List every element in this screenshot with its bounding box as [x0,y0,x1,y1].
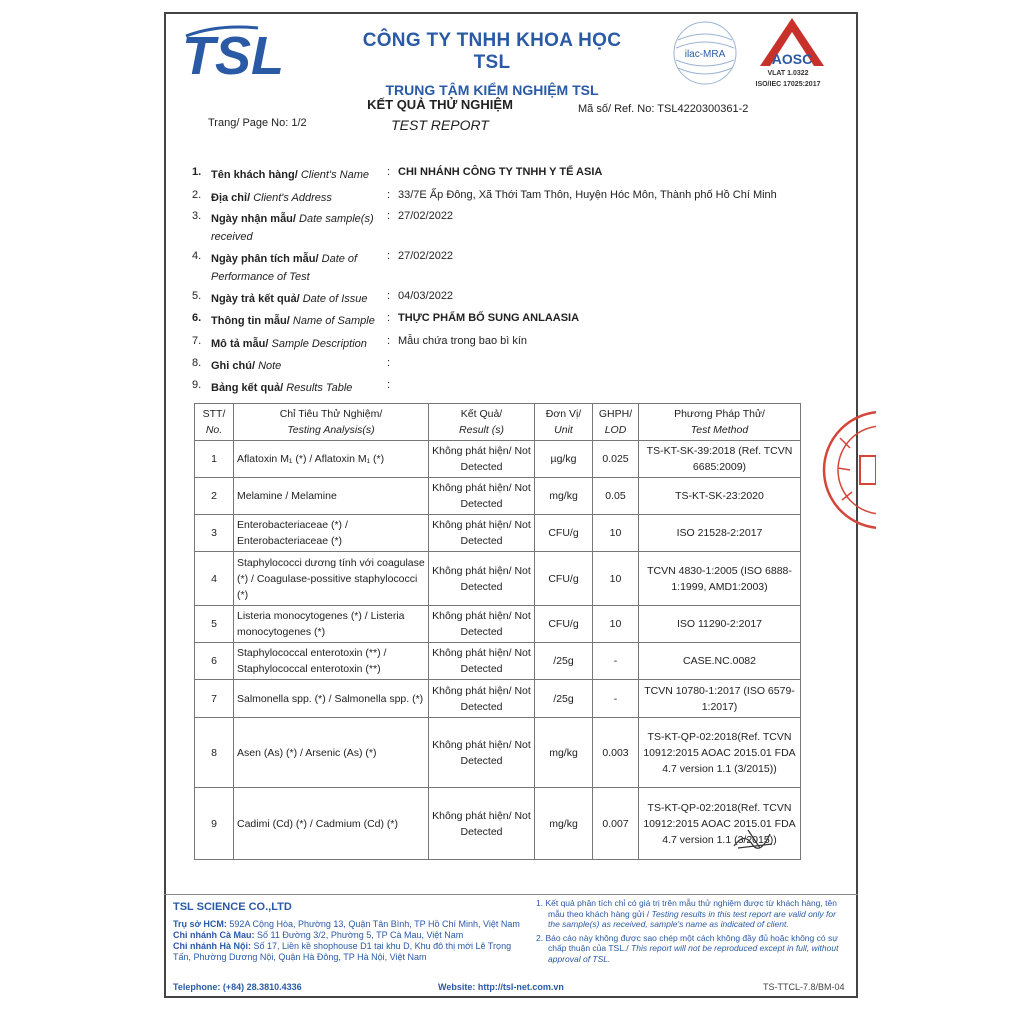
table-row [195,788,801,860]
logo-text: TSL [182,26,284,82]
footer-phone: Telephone: (+84) 28.3810.4336 [173,982,302,992]
footer-note-2: 2. Báo cáo này không được sao chép một cách không đầy đủ hoặc không có sự chấp thuận của TSL./ This report will not be reproduced except in full, without approval of TSL. [536,932,839,964]
cell-analysis: Cadimi (Cd) (*) / Cadmium (Cd) (*) [234,788,429,860]
table-row [195,552,801,606]
cell-no: 8 [195,718,234,788]
report-title [340,97,540,133]
info-label-en: Note [258,360,282,372]
cell-no: 4 [195,552,234,606]
info-value: 27/02/2022 [398,250,454,262]
footer-note-1: 1. Kết quả phân tích chỉ có giá trị trên mẫu thử nghiệm được từ khách hàng, tên mẫu theo khách hàng gửi / Testing results in this test report are valid only for the sample(s) as received, sample's name as indicated of client. [536,898,837,929]
ilac-label: ilac-MRA [684,49,726,60]
info-label-vi: Thông tin mẫu/ [211,315,290,327]
cell-lod: 0.05 [593,478,639,515]
aosc-caption [742,68,834,90]
cell-no: 9 [195,788,234,860]
ilac-mra-logo [672,20,738,86]
info-num: 8. [192,357,202,369]
ref-value: TSL4220300361-2 [657,103,749,115]
cell-result: Không phát hiện/ Not Detected [429,680,535,718]
table-row [195,441,801,478]
table-row [195,606,801,643]
table-header-row [195,404,801,441]
cell-result: Không phát hiện/ Not Detected [429,441,535,478]
cell-analysis: Enterobacteriaceae (*) / Enterobacteriaceae (*) [234,515,429,552]
info-label-vi: Ngày phân tích mẫu/ [211,253,319,265]
company-name [342,30,642,98]
cell-analysis: Asen (As) (*) / Arsenic (As) (*) [234,718,429,788]
info-label-vi: Địa chỉ/ [211,192,251,204]
info-value: Mẫu chứa trong bao bì kín [398,335,528,347]
cell-method: TCVN 10780-1:2017 (ISO 6579-1:2017) [639,680,801,718]
cell-no: 6 [195,643,234,680]
header-lod: GHPH/ LOD [593,404,639,441]
cell-no: 5 [195,606,234,643]
cell-lod: 0.007 [593,788,639,860]
info-value: THỰC PHẨM BỔ SUNG ANLAASIA [398,312,580,324]
cell-unit: /25g [535,680,593,718]
info-label-en: Sample Description [271,338,367,350]
info-label-en: Client's Name [300,169,369,181]
cell-method: CASE.NC.0082 [639,643,801,680]
cell-method: ISO 21528-2:2017 [639,515,801,552]
info-label-en: Client's Address [253,192,332,204]
cell-analysis: Salmonella spp. (*) / Salmonella spp. (*) [234,680,429,718]
info-label-en: Name of Sample [292,315,375,327]
cell-result: Không phát hiện/ Not Detected [429,515,535,552]
cell-result: Không phát hiện/ Not Detected [429,643,535,680]
cell-no: 1 [195,441,234,478]
table-row [195,515,801,552]
footer-notes [536,898,848,967]
cell-unit: mg/kg [535,788,593,860]
cell-analysis: Melamine / Melamine [234,478,429,515]
cell-lod: 10 [593,606,639,643]
cell-unit: CFU/g [535,515,593,552]
info-num: 3. [192,210,202,222]
cell-analysis: Aflatoxin M₁ (*) / Aflatoxin M₁ (*) [234,441,429,478]
cell-no: 7 [195,680,234,718]
cell-lod: 10 [593,552,639,606]
header-unit: Đơn Vị/ Unit [535,404,593,441]
footer-company: TSL SCIENCE CO.,LTD [173,901,292,913]
company-stamp [820,408,876,532]
reference-number [578,103,748,115]
aosc-label: AOSC [771,51,813,67]
header-analysis: Chỉ Tiêu Thử Nghiệm/ Testing Analysis(s) [234,404,429,441]
table-row [195,680,801,718]
info-num: 9. [192,379,202,391]
info-value: 04/03/2022 [398,290,454,302]
cell-result: Không phát hiện/ Not Detected [429,606,535,643]
cell-analysis: Staphylococcal enterotoxin (**) / Staphylococcal enterotoxin (**) [234,643,429,680]
cell-unit: CFU/g [535,606,593,643]
info-num: 4. [192,250,202,262]
cell-no: 3 [195,515,234,552]
tsl-logo [178,22,326,82]
info-label-en: Results Table [286,382,353,394]
info-value: CHI NHÁNH CÔNG TY TNHH Y TẾ ASIA [398,166,603,178]
cell-result: Không phát hiện/ Not Detected [429,718,535,788]
cell-unit: CFU/g [535,552,593,606]
cell-lod: - [593,643,639,680]
footer-divider [164,894,858,895]
footer-contact [173,902,523,963]
cell-no: 2 [195,478,234,515]
company-line-2: TRUNG TÂM KIỂM NGHIỆM TSL [385,82,599,98]
report-title-vi: KẾT QUẢ THỬ NGHIỆM [367,97,513,112]
cell-method: TS-KT-SK-39:2018 (Ref. TCVN 6685:2009) [639,441,801,478]
table-row [195,718,801,788]
table-row [195,643,801,680]
footer-website: Website: http://tsl-net.com.vn [438,982,564,992]
info-label-en: Date of Issue [302,293,368,305]
ref-label: Mã số/ Ref. No: [578,103,655,115]
cell-lod: 10 [593,515,639,552]
company-line-1: CÔNG TY TNHH KHOA HỌC TSL [362,30,622,73]
header-result: Kết Quả/ Result (s) [429,404,535,441]
cell-method: TS-KT-SK-23:2020 [639,478,801,515]
cell-result: Không phát hiện/ Not Detected [429,788,535,860]
results-table [194,403,801,860]
cell-lod: 0.003 [593,718,639,788]
cell-unit: µg/kg [535,441,593,478]
table-row [195,478,801,515]
footer-hq: Trụ sở HCM: 592A Cộng Hòa, Phường 13, Quận Tân Bình, TP Hồ Chí Minh, Việt Nam [173,919,520,929]
info-num: 5. [192,290,202,302]
cell-method: TCVN 4830-1:2005 (ISO 6888-1:1999, AMD1:2003) [639,552,801,606]
info-num: 2. [192,189,202,201]
header-no: STT/ No. [195,404,234,441]
cell-analysis: Staphylococci dương tính với coagulase (*) / Coagulase-possitive staphylococci (*) [234,552,429,606]
report-title-en: TEST REPORT [391,117,489,133]
cell-analysis: Listeria monocytogenes (*) / Listeria monocytogenes (*) [234,606,429,643]
info-label-vi: Ngày nhận mẫu/ [211,213,296,225]
footer-camau: Chi nhánh Cà Mau: Số 11 Đường 3/2, Phường 5, TP Cà Mau, Việt Nam [173,930,464,940]
info-label-vi: Ngày trả kết quả/ [211,293,300,305]
cell-result: Không phát hiện/ Not Detected [429,552,535,606]
aosc-vlat: VLAT 1.0322 [767,70,809,77]
info-value: 33/7E Ấp Đông, Xã Thới Tam Thôn, Huyện Hóc Môn, Thành phố Hồ Chí Minh [398,189,777,201]
cell-unit: mg/kg [535,478,593,515]
cell-method: TS-KT-QP-02:2018(Ref. TCVN 10912:2015 AOAC 2015.01 FDA 4.7 version 1.1 (3/2015)) [639,718,801,788]
info-value: 27/02/2022 [398,210,454,222]
info-num: 6. [192,312,202,324]
cell-lod: - [593,680,639,718]
cell-method: TS-KT-QP-02:2018(Ref. TCVN 10912:2015 AOAC 2015.01 FDA 4.7 version 1.1 (3/2015)) [639,788,801,860]
cell-unit: mg/kg [535,718,593,788]
header-method: Phương Pháp Thử/ Test Method [639,404,801,441]
info-label-vi: Mô tả mẫu/ [211,338,269,350]
info-label-vi: Bảng kết quả/ [211,382,284,394]
cell-lod: 0.025 [593,441,639,478]
info-label-en: Date sample(s) received [211,213,374,243]
signature [730,826,776,852]
cell-method: ISO 11290-2:2017 [639,606,801,643]
cell-unit: /25g [535,643,593,680]
footer-form-code: TS-TTCL-7.8/BM-04 [763,982,845,992]
aosc-iso: ISO/IEC 17025:2017 [755,81,821,88]
info-num: 1. [192,166,202,178]
info-label-vi: Ghi chú/ [211,360,255,372]
info-label-en: Date of Performance of Test [211,253,358,283]
footer-hanoi: Chi nhánh Hà Nội: Số 17, Liền kề shophouse D1 tại khu D, Khu đô thị mới Lê Trọng Tấn, Phường Dương Nội, Quận Hà Đông, TP Hà Nội, Việt Nam [173,941,512,962]
cell-result: Không phát hiện/ Not Detected [429,478,535,515]
page-number: Trang/ Page No: 1/2 [208,117,307,129]
info-label-vi: Tên khách hàng/ [211,169,298,181]
info-num: 7. [192,335,202,347]
